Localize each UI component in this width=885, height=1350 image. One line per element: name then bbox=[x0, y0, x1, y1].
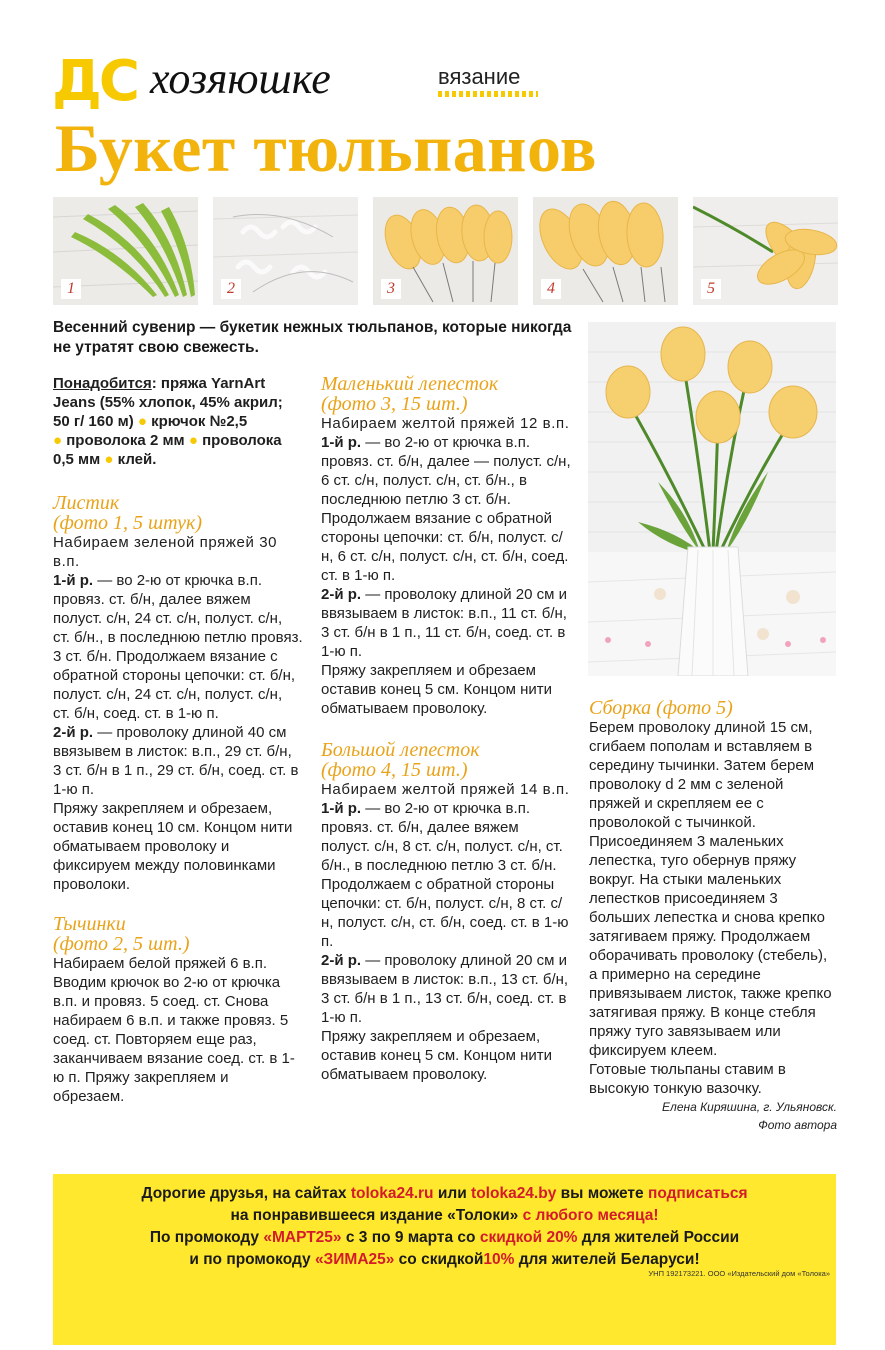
materials-label: Понадобится bbox=[53, 375, 152, 392]
rubric-label: вязание bbox=[438, 64, 521, 89]
big-petal-heading: Большой лепесток (фото 4, 15 шт.) bbox=[321, 739, 480, 781]
photo-number: 3 bbox=[381, 279, 401, 299]
big-petal-finish: Пряжу закрепляем и обрезаем, оставив конец 5 см. Концом нити обматываем проволоку. bbox=[321, 1028, 553, 1083]
link-toloka24-by[interactable]: toloka24.by bbox=[471, 1185, 557, 1202]
photo-white-stamens bbox=[213, 197, 358, 305]
photo-credit: Фото автора bbox=[758, 1118, 837, 1132]
intro-text: Весенний сувенир — букетик нежных тюльпанов, которые никогда не утратят свою свежесть. bbox=[53, 319, 572, 356]
photo-big-petals bbox=[533, 197, 678, 305]
section-title: хозяюшке bbox=[150, 54, 331, 103]
banner-line-1: Дорогие друзья, на сайтах toloka24.ru или toloka24.by вы можете подписаться bbox=[141, 1185, 748, 1202]
leaf-step-cast-on: Набираем зеленой пряжей 30 в.п. bbox=[53, 534, 278, 570]
leaf-row-2: 2-й р. — проволоку длиной 40 см ввязывем в листок: в.п., 29 ст. б/н, 3 ст. б/н в 1 п., 29 ст. б/н, соед. ст. в 1-ю п. bbox=[53, 724, 299, 798]
rubric-underline bbox=[438, 91, 538, 97]
big-petal-row-1: 1-й р. — во 2-ю от крючка в.п. провяз. ст. б/н, далее вяжем полуст. с/н, 8 ст. с/н, полуст. с/н, ст. б/н., в последнюю петлю 3 ст. б/н. Продолжаем с обратной стороны цепочки: ст. б/н, полуст. с/н, 8 ст. с/н, полуст. с/н, ст. б/н, соед. ст. в 1-ю п. bbox=[321, 800, 569, 950]
small-petal-row-2: 2-й р. — проволоку длиной 20 см и ввязываем в листок: в.п., 11 ст. б/н, 3 ст. б/н в 1 п., 11 ст. б/н, соед. ст. в 1-ю п. bbox=[321, 586, 567, 660]
assembly-final: Готовые тюльпаны ставим в высокую тонкую вазочку. bbox=[589, 1061, 786, 1097]
photo-number: 1 bbox=[61, 279, 81, 299]
photo-number: 2 bbox=[221, 279, 241, 299]
big-petal-cast-on: Набираем желтой пряжей 14 в.п. bbox=[321, 781, 570, 798]
photo-assembled-tulip bbox=[693, 197, 838, 305]
stamens-text: Набираем белой пряжей 6 в.п. Вводим крючок во 2-ю от крючка в.п. и провяз. 5 соед. ст. Снова набираем 6 в.п. и также провяз. 5 соед. ст. Повторяем еще раз, заканчиваем вязание соед. ст. в 1-ю п. Пряжу закрепляем и обрезаем. bbox=[53, 955, 295, 1105]
publisher-info: УНП 192173221. ООО «Издательский дом «Толока» bbox=[648, 1269, 830, 1278]
banner-line-3: По промокоду «МАРТ25» с 3 по 9 марта со скидкой 20% для жителей России bbox=[149, 1229, 740, 1246]
photo-small-petals bbox=[373, 197, 518, 305]
photo-tulip-bouquet bbox=[588, 322, 836, 676]
assembly-heading: Сборка (фото 5) bbox=[589, 697, 733, 719]
subscription-banner bbox=[53, 1174, 836, 1345]
banner-line-4: и по промокоду «ЗИМА25» со скидкой10% для жителей Беларуси! bbox=[189, 1251, 700, 1268]
photo-number: 5 bbox=[701, 279, 721, 299]
banner-line-2: на понравившееся издание «Толоки» с любого месяца! bbox=[230, 1207, 659, 1224]
photo-green-leaves bbox=[53, 197, 198, 305]
small-petal-row-1: 1-й р. — во 2-ю от крючка в.п. провяз. ст. б/н, далее — полуст. с/н, 6 ст. с/н, полуст. с/н, ст. б/н., в последнюю петлю 3 ст. б/н. Продолжаем вязание с обратной стороны цепочки: ст. б/н, полуст. с/н, 6 ст. с/н, полуст. с/н, ст. б/н, соед. ст. в 1-ю п. bbox=[321, 434, 571, 584]
materials-list: Понадобится: пряжа YarnArt Jeans (55% хлопок, 45% акрил; 50 г/ 160 м) ● крючок №2,5 ● проволока 2 мм ● проволока 0,5 мм ● клей. bbox=[53, 375, 283, 468]
big-petal-row-2: 2-й р. — проволоку длиной 20 см и ввязываем в листок: в.п., 13 ст. б/н, 3 ст. б/н в 1 п., 13 ст. б/н, соед. ст. в 1-ю п. bbox=[321, 952, 569, 1026]
column-2 bbox=[321, 374, 571, 1084]
stamens-heading: Тычинки (фото 2, 5 шт.) bbox=[53, 913, 190, 955]
assembly-text: Берем проволоку длиной 15 см, сгибаем пополам и вставляем в середину тычинки. Затем берем проволоку d 2 мм с зеленой пряжей и скрепляем ее с проволокой с тычинкой. Присоединяем 3 маленьких лепестка, туго обернув пряжу вокруг. На стыки маленьких лепестков присоединяем 3 больших лепестка и снова крепко затягиваем пряжу. Продолжаем оборачивать проволоку (стебель), а примерно на середине привязываем листок, также крепко затягивая пряжу. В конце стебля пряжу туго завязываем или фиксируем клеем. bbox=[589, 719, 832, 1059]
article-title: Букет тюльпанов bbox=[55, 110, 598, 186]
link-toloka24-ru[interactable]: toloka24.ru bbox=[350, 1185, 434, 1202]
small-petal-finish: Пряжу закрепляем и обрезаем оставив конец 5 см. Концом нити обматываем проволоку. bbox=[321, 662, 553, 717]
author-signature: Елена Киряшина, г. Ульяновск. bbox=[662, 1100, 837, 1114]
small-petal-cast-on: Набираем желтой пряжей 12 в.п. bbox=[321, 415, 570, 432]
magazine-logo: ДС bbox=[52, 49, 137, 114]
leaf-row-1: 1-й р. — во 2-ю от крючка в.п. провяз. ст. б/н, далее вяжем полуст. с/н, 24 ст. с/н, полуст. с/н, ст. б/н., в последнюю петлю провяз. 3 ст. б/н. Продолжаем вязание с обратной стороны цепочки: ст. б/н, полуст. с/н, 24 ст. с/н, полуст. с/н, ст. б/н, соед. ст. в 1-ю п. bbox=[53, 572, 303, 722]
column-3 bbox=[589, 698, 837, 1134]
small-petal-heading: Маленький лепесток (фото 3, 15 шт.) bbox=[321, 373, 499, 415]
leaf-finish: Пряжу закрепляем и обрезаем, оставив конец 10 см. Концом нити обматываем проволоку и фиксируем между половинками проволоки. bbox=[53, 800, 293, 893]
photo-number: 4 bbox=[541, 279, 561, 299]
column-1 bbox=[53, 374, 303, 1106]
leaf-heading: Листик (фото 1, 5 штук) bbox=[53, 492, 202, 534]
